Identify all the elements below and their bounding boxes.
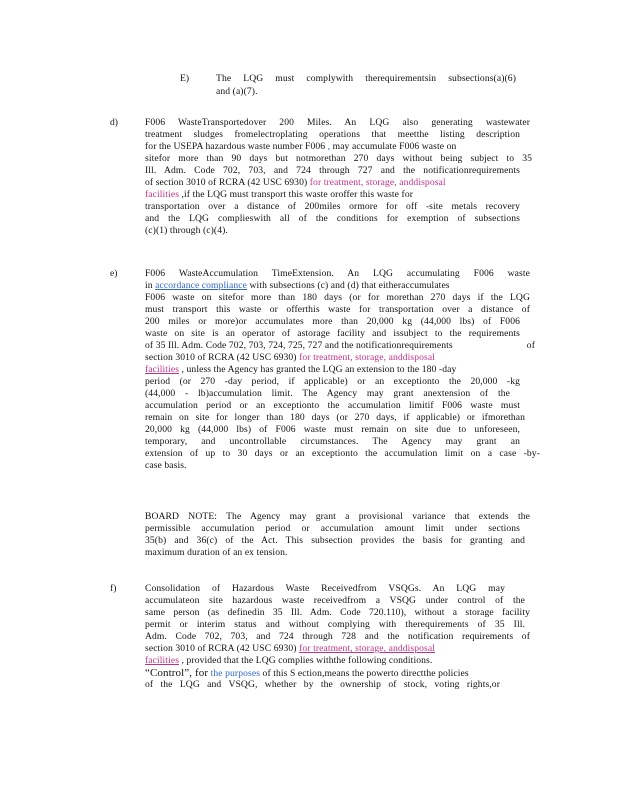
item-d-text: of section 3010 of RCRA (42 USC 6930) bbox=[145, 177, 308, 188]
item-e-line: case basis. bbox=[145, 460, 187, 471]
item-e-text: of bbox=[526, 340, 535, 351]
item-f-text: , provided that the LQG complies withthe following conditions. bbox=[181, 655, 433, 666]
item-e-inserted-text: accordance compliance bbox=[155, 280, 248, 291]
item-e-line: accumulation period or an exceptionto the accumulation limitif F006 waste must bbox=[145, 400, 520, 411]
item-f-line: Consolidation of Hazardous Waste Receivedfrom VSQGs. An LQG may bbox=[145, 583, 505, 594]
item-d-line: transportation over a distance of 200miles ormore for off -site metals recovery bbox=[145, 201, 520, 212]
item-e-upper-label: E) bbox=[180, 73, 190, 84]
item-e-deleted-text: facilities bbox=[145, 364, 180, 375]
item-d-text: ,if the LQG must transport this waste oroffer this waste for bbox=[181, 189, 414, 200]
item-d-label: d) bbox=[110, 117, 118, 128]
board-note-line: maximum duration of an ex tension. bbox=[145, 547, 288, 558]
item-e-line: 20,000 kg (44,000 lbs) of F006 waste must remain on site due to unforeseen, bbox=[145, 424, 520, 435]
item-e-line: period (or 270 -day period, if applicable) or an exceptionto the 20,000 -kg bbox=[145, 376, 520, 387]
item-d-text: for the USEPA hazardous waste number F006 bbox=[145, 141, 326, 152]
item-f-line: permit or interim status and without complying with therequirements of 35 Ill. bbox=[145, 619, 525, 630]
item-e-text: section 3010 of RCRA (42 USC 6930) bbox=[145, 352, 297, 363]
board-note-line: permissible accumulation period or accumulation amount limit under sections bbox=[145, 523, 520, 534]
item-e-label: e) bbox=[110, 268, 118, 279]
item-f-control-term: “Control”, for bbox=[145, 667, 209, 679]
item-d-deleted-text: for treatment, storage, anddisposal bbox=[309, 177, 446, 188]
item-e-deleted-text: for treatment, storage, anddisposal bbox=[299, 352, 435, 363]
item-f-deleted-text: facilities bbox=[145, 655, 180, 666]
item-e-text: of 35 Ill. Adm. Code 702, 703, 724, 725, 727 and the notificationrequirements bbox=[145, 340, 453, 351]
item-f-line bbox=[145, 655, 432, 667]
item-d-line: and the LQG complieswith all of the conditions for exemption of subsections bbox=[145, 213, 520, 224]
item-d-line bbox=[145, 141, 530, 153]
item-e-line bbox=[145, 280, 530, 292]
item-e-line bbox=[145, 364, 456, 376]
item-d-line: treatment sludges fromelectroplating operations that meetthe listing description bbox=[145, 129, 520, 140]
item-f-text: of this S ection,means the powerto directthe policies bbox=[262, 668, 469, 679]
item-e-text: in bbox=[145, 280, 153, 291]
item-e-upper-line-2: and (a)(7). bbox=[216, 86, 258, 97]
item-d-line: (c)(1) through (c)(4). bbox=[145, 225, 228, 236]
item-e-line: F006 waste on sitefor more than 180 days (or for morethan 270 days if the LQG bbox=[145, 292, 530, 303]
item-d-line bbox=[145, 189, 413, 201]
item-f-line: Adm. Code 702, 703, and 724 through 728 and the notification requirements of bbox=[145, 631, 530, 642]
item-e-line: (44,000 - lb)accumulation limit. The Agency may grant anextension of the bbox=[145, 388, 510, 399]
item-e-text: , unless the Agency has granted the LQG an extension to the 180 -day bbox=[181, 364, 457, 375]
item-d-text: may accumulate F006 waste on bbox=[332, 141, 457, 152]
item-e-upper-line-1: The LQG must complywith therequirementsin subsections(a)(6) bbox=[216, 73, 516, 84]
item-f-inserted-text: the purposes bbox=[210, 668, 261, 679]
item-f-label: f) bbox=[110, 583, 117, 594]
item-f-line bbox=[145, 643, 435, 655]
item-e-line bbox=[145, 340, 535, 352]
item-e-line: remain on site for longer than 180 days (or 270 days, if applicable) or ifmorethan bbox=[145, 412, 525, 423]
item-e-line bbox=[145, 352, 435, 364]
item-f-deleted-text: for treatment, storage, anddisposal bbox=[299, 643, 435, 654]
item-e-line: waste on site is an operator of astorage facility and issubject to the requirements bbox=[145, 328, 520, 339]
item-f-line: accumulateon site hazardous waste receivedfrom a VSQG under control of the bbox=[145, 595, 525, 606]
item-e-line: 200 miles or more)or accumulates more than 20,000 kg (44,000 lbs) of F006 bbox=[145, 316, 520, 327]
item-d-line: Ill. Adm. Code 702, 703, and 724 through 727 and the notificationrequirements bbox=[145, 165, 520, 176]
item-d-line: F006 WasteTransportedover 200 Miles. An LQG also generating wastewater bbox=[145, 117, 530, 128]
item-d-deleted-text: facilities bbox=[145, 189, 180, 200]
item-f-line: same person (as definedin 35 Ill. Adm. Code 720.110), without a storage facility bbox=[145, 607, 530, 618]
board-note-line: 35(b) and 36(c) of the Act. This subsection provides the basis for granting and bbox=[145, 535, 525, 546]
item-e-line: must transport this waste or offerthis waste for transportation over a distance of bbox=[145, 304, 530, 315]
item-d-line: sitefor more than 90 days but notmorethan 270 days without being subject to 35 bbox=[145, 153, 532, 164]
board-note-line: BOARD NOTE: The Agency may grant a provisional variance that extends the bbox=[145, 511, 530, 522]
item-e-line: temporary, and uncontrollable circumstances. The Agency may grant an bbox=[145, 436, 520, 447]
item-e-text: with subsections (c) and (d) that eitheraccumulates bbox=[249, 280, 450, 291]
item-f-text: section 3010 of RCRA (42 USC 6930) bbox=[145, 643, 297, 654]
item-e-line: F006 WasteAccumulation TimeExtension. An LQG accumulating F006 waste bbox=[145, 268, 530, 279]
item-d-line bbox=[145, 177, 446, 189]
item-f-line: of the LQG and VSQG, whether by the ownership of stock, voting rights,or bbox=[145, 679, 500, 690]
item-e-line: extension of up to 30 days or an exceptionto the accumulation limit on a case -by- bbox=[145, 448, 540, 459]
item-d-inserted-comma: , bbox=[327, 141, 331, 152]
